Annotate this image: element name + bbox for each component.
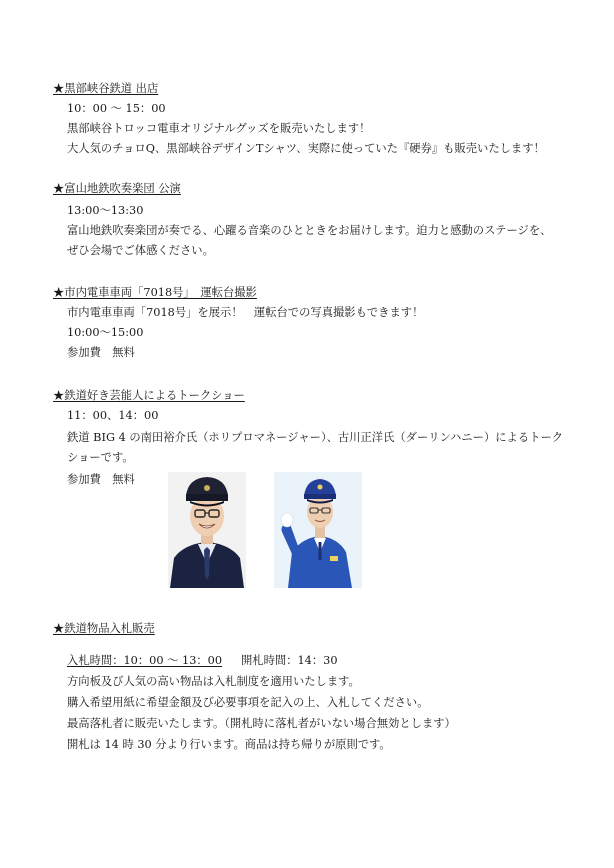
section-heading-auction: ★鉄道物品入札販売	[53, 622, 155, 635]
brass-band-line-1: 富山地鉄吹奏楽団が奏でる、心躍る音楽のひとときをお届けします。迫力と感動のステージを、	[67, 224, 552, 237]
auction-line-3: 最高落札者に販売いたします。（開札時に落札者がいない場合無効とします）	[67, 717, 456, 730]
auction-line-2: 購入希望用紙に希望金額及び必要事項を記入の上、入札してください。	[67, 696, 429, 709]
auction-line-4: 開札は 14 時 30 分より行います。商品は持ち帰りが原則です。	[67, 738, 391, 751]
kurobe-line-1: 黒部峡谷トロッコ電車オリジナルグッズを販売いたします！	[67, 122, 371, 135]
section-heading-kurobe: ★黒部峡谷鉄道 出店	[53, 82, 159, 95]
talk-show-line-1: 鉄道 BIG 4 の南田裕介氏（ホリプロマネージャー）、古川正洋氏（ダーリンハニー）によるトーク	[67, 431, 564, 444]
brass-band-time: 13:00〜13:30	[67, 204, 144, 217]
streetcar-line-1: 市内電車車両「7018号」を展示！ 運転台での写真撮影もできます！	[67, 306, 424, 319]
talk-show-line-2: ショーです。	[67, 451, 134, 464]
auction-open-time: 開札時間：14：30	[241, 654, 338, 667]
talk-show-fee: 参加費 無料	[67, 473, 135, 486]
section-heading-talk-show: ★鉄道好き芸能人によるトークショー	[53, 389, 245, 402]
photo-furukawa	[274, 472, 362, 588]
brass-band-line-2: ぜひ会場でご体感ください。	[67, 244, 214, 257]
photo-minamida	[168, 472, 246, 588]
section-heading-streetcar: ★市内電車車両「7018号」 運転台撮影	[53, 286, 257, 299]
kurobe-time: 10：00 〜 15：00	[67, 102, 166, 115]
kurobe-line-2: 大人気のチョロQ、黒部峡谷デザインTシャツ、実際に使っていた『硬券』も販売いたします！	[67, 142, 545, 155]
streetcar-time: 10:00〜15:00	[67, 326, 144, 339]
talk-show-time: 11：00、14：00	[67, 409, 159, 422]
streetcar-fee: 参加費 無料	[67, 346, 135, 359]
auction-bid-time: 入札時間：10：00 〜 13：00	[67, 654, 223, 667]
section-heading-brass-band: ★富山地鉄吹奏楽団 公演	[53, 182, 181, 195]
auction-line-1: 方向板及び人気の高い物品は入札制度を適用いたします。	[67, 675, 360, 688]
